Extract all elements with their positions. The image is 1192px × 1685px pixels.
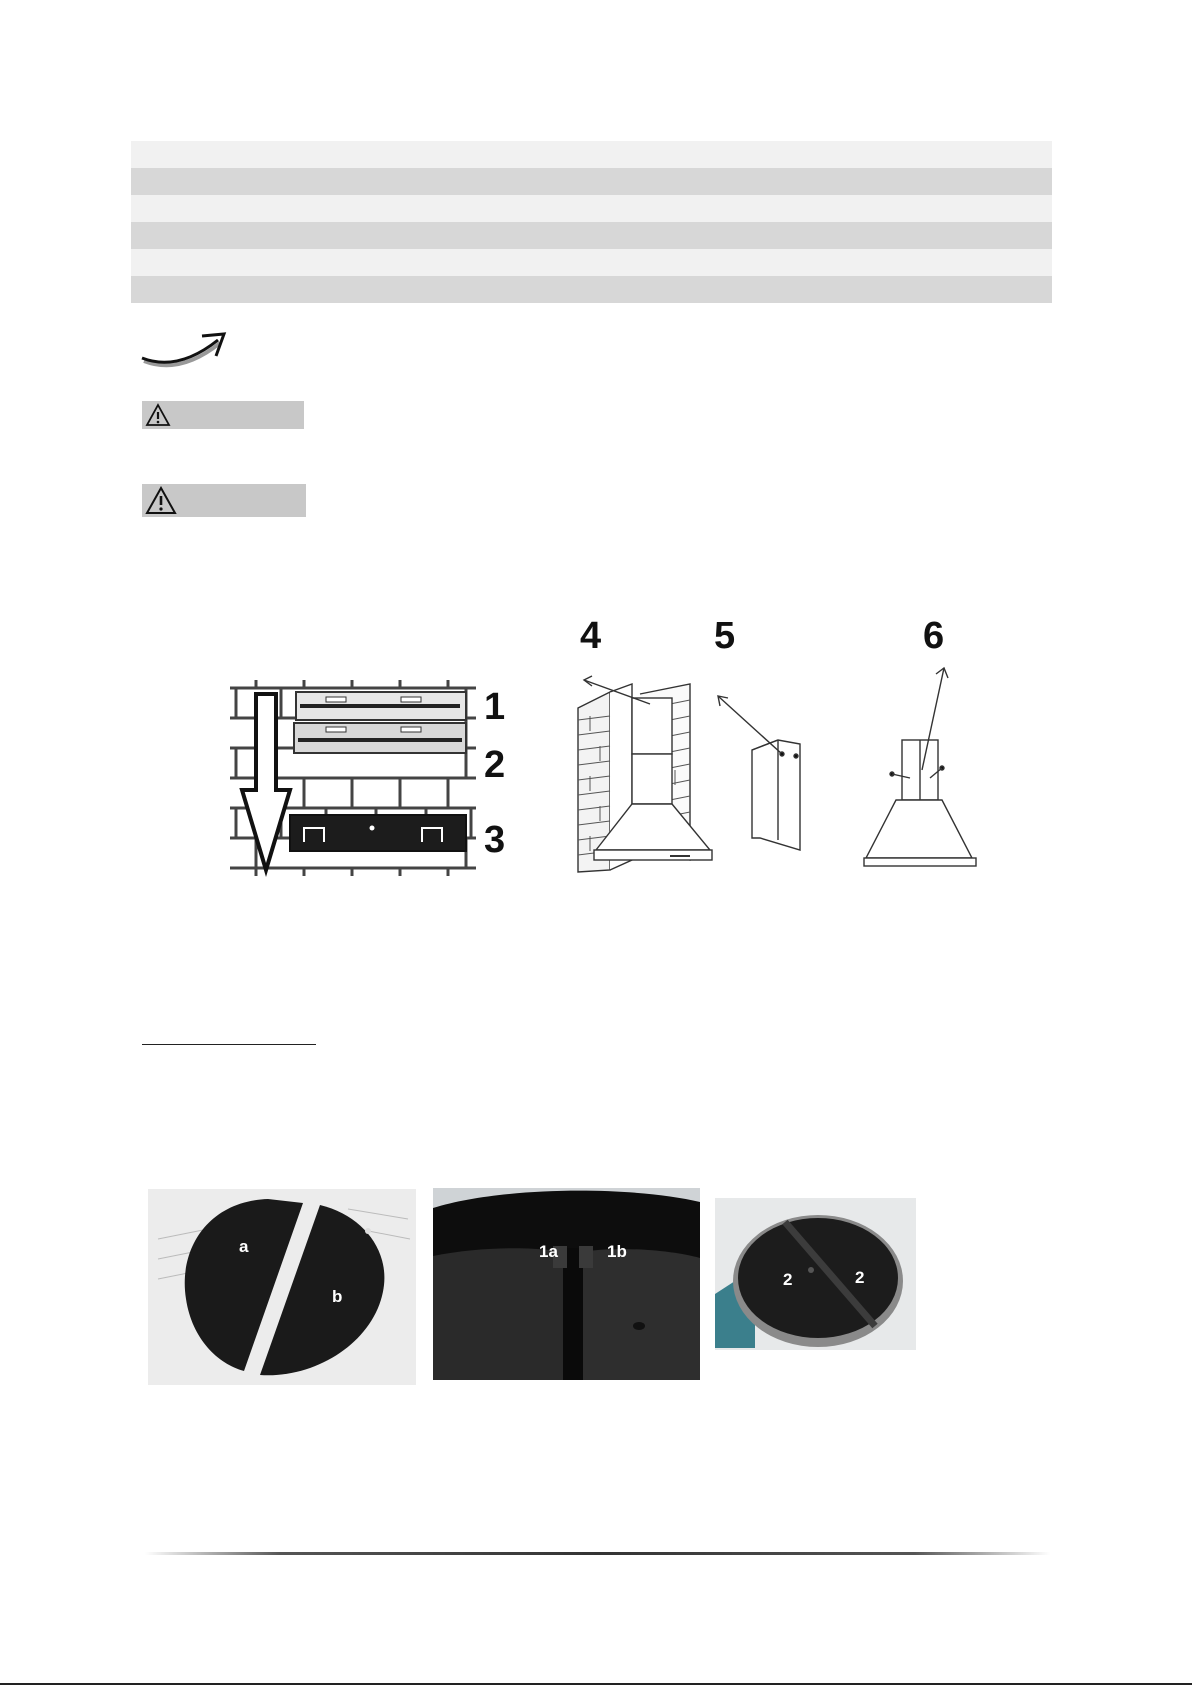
hood-installation-figure — [570, 660, 990, 885]
figure-label: 4 — [580, 615, 602, 657]
valve-halves-image — [148, 1189, 416, 1385]
striped-table — [131, 141, 1052, 303]
figure-label: 2 — [484, 744, 506, 786]
photo-label: a — [239, 1237, 249, 1256]
photo-valve-halves — [148, 1189, 416, 1385]
warning-triangle-icon — [145, 403, 171, 427]
valve-pins-image — [433, 1188, 700, 1380]
table-row — [131, 168, 1052, 195]
figure-label: 5 — [714, 615, 736, 657]
figure-label: 1 — [484, 686, 506, 728]
wall-bracket-figure — [226, 680, 516, 880]
table-row — [131, 276, 1052, 303]
warning-bar — [142, 401, 304, 429]
photo-label: b — [332, 1287, 343, 1306]
warning-triangle-icon — [145, 486, 177, 515]
photo-valve-installed — [715, 1198, 916, 1350]
valve-installed-image — [715, 1198, 916, 1350]
curved-arrow-icon — [138, 328, 233, 376]
photo-label: 1b — [607, 1242, 627, 1261]
heading-underline — [142, 1044, 316, 1045]
warning-bar — [142, 484, 306, 517]
photo-label: 2 — [855, 1268, 865, 1287]
figure-label: 3 — [484, 819, 506, 861]
table-row — [131, 222, 1052, 249]
photo-label: 1a — [539, 1242, 558, 1261]
photo-label: 2 — [783, 1270, 793, 1289]
table-row — [131, 195, 1052, 222]
table-row — [131, 249, 1052, 276]
figure-label: 6 — [923, 615, 945, 657]
table-row — [131, 141, 1052, 168]
photo-valve-pins — [433, 1188, 700, 1380]
footer-rule — [145, 1552, 1050, 1555]
